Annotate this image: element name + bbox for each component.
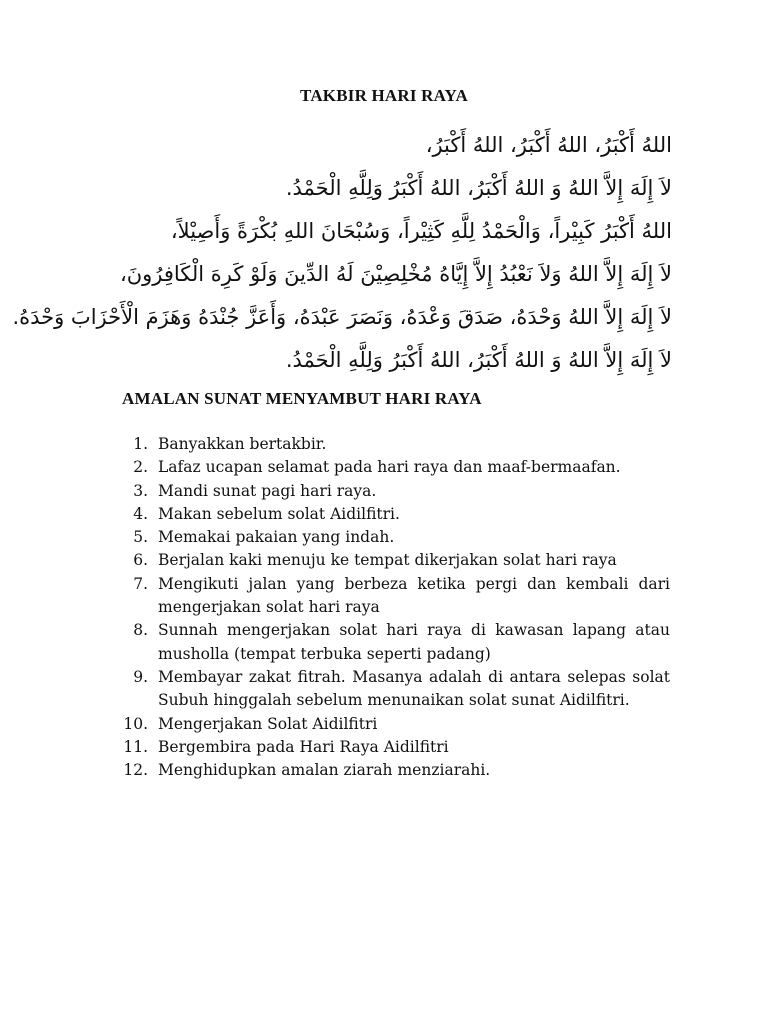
- item-text: Berjalan kaki menuju ke tempat dikerjakan solat hari raya: [158, 551, 617, 570]
- list-item: [110, 433, 670, 456]
- item-text: Lafaz ucapan selamat pada hari raya dan maaf-bermaafan.: [158, 458, 621, 477]
- item-number: 11.: [123, 737, 148, 756]
- list-item: [110, 713, 670, 736]
- page-title: TAKBIR HARI RAYA: [300, 86, 468, 105]
- list-item: [110, 526, 670, 549]
- list-item: [110, 759, 670, 782]
- item-text: Sunnah mengerjakan solat hari raya di kawasan lapang atau musholla (tempat terbuka seperti padang): [158, 621, 670, 663]
- item-number: 7.: [133, 574, 148, 593]
- item-number: 10.: [123, 714, 148, 733]
- item-number: 5.: [133, 528, 148, 547]
- item-text: Mandi sunat pagi hari raya.: [158, 481, 377, 500]
- item-text: Menghidupkan amalan ziarah menziarahi.: [158, 761, 491, 780]
- item-number: 4.: [133, 504, 148, 523]
- list-item: [110, 456, 670, 479]
- item-text: Makan sebelum solat Aidilfitri.: [158, 504, 400, 523]
- item-text: Membayar zakat fitrah. Masanya adalah di antara selepas solat Subuh hinggalah sebelum menunaikan solat sunat Aidilfitri.: [158, 667, 670, 710]
- list-item: [110, 736, 670, 759]
- list-item: [110, 480, 670, 503]
- item-number: 8.: [133, 621, 148, 640]
- item-number: 1.: [133, 435, 148, 453]
- item-text: Bergembira pada Hari Raya Aidilfitri: [158, 737, 449, 756]
- list-item: [110, 666, 670, 713]
- item-number: 12.: [123, 761, 148, 780]
- takbir-text: [12, 124, 672, 382]
- item-number: 3.: [133, 481, 148, 500]
- section-heading: AMALAN SUNAT MENYAMBUT HARI RAYA: [122, 389, 482, 408]
- takbir-line: اللهُ أَكْبَرُ، اللهُ أَكْبَرُ، اللهُ أَكْبَرُ،: [425, 133, 672, 157]
- item-text: Mengerjakan Solat Aidilfitri: [158, 714, 378, 733]
- item-number: 9.: [133, 667, 148, 686]
- amalan-list: [110, 433, 670, 782]
- list-item: [110, 503, 670, 526]
- item-number: 6.: [133, 551, 148, 570]
- takbir-line: اللهُ أَكْبَرُ كَبِيْراً، وَالْحَمْدُ لِلَّهِ كَثِيْراً، وَسُبْحَانَ اللهِ بُكْرَةً وَأَصِيْلاً،: [170, 219, 672, 243]
- item-text: Memakai pakaian yang indah.: [158, 528, 395, 547]
- takbir-line: لاَ إِلَهَ إِلاَّ اللهُ وَحْدَهُ، صَدَقَ وَعْدَهُ، وَنَصَرَ عَبْدَهُ، وَأَعَزَّ جُنْدَهُ وَهَزَمَ الْأَحْزَابَ وَحْدَهُ.: [12, 305, 672, 329]
- item-text: Mengikuti jalan yang berbeza ketika pergi dan kembali dari mengerjakan solat hari raya: [158, 574, 670, 617]
- takbir-line: لاَ إِلَهَ إِلاَّ اللهُ وَ اللهُ أَكْبَرُ، اللهُ أَكْبَرُ وَلِلَّهِ الْحَمْدُ.: [285, 348, 672, 372]
- item-number: 2.: [133, 458, 148, 477]
- item-text: Banyakkan bertakbir.: [158, 435, 327, 453]
- takbir-line: لاَ إِلَهَ إِلاَّ اللهُ وَ اللهُ أَكْبَرُ، اللهُ أَكْبَرُ وَلِلَّهِ الْحَمْدُ.: [285, 176, 672, 200]
- list-item: [110, 573, 670, 620]
- takbir-line: لاَ إِلَهَ إِلاَّ اللهُ وَلاَ نَعْبُدُ إِلاَّ إِيَّاهُ مُخْلِصِيْنَ لَهُ الدِّينَ وَلَوْ كَرِهَ الْكَافِرُونَ،: [119, 262, 672, 286]
- list-item: [110, 549, 670, 572]
- list-item: [110, 619, 670, 666]
